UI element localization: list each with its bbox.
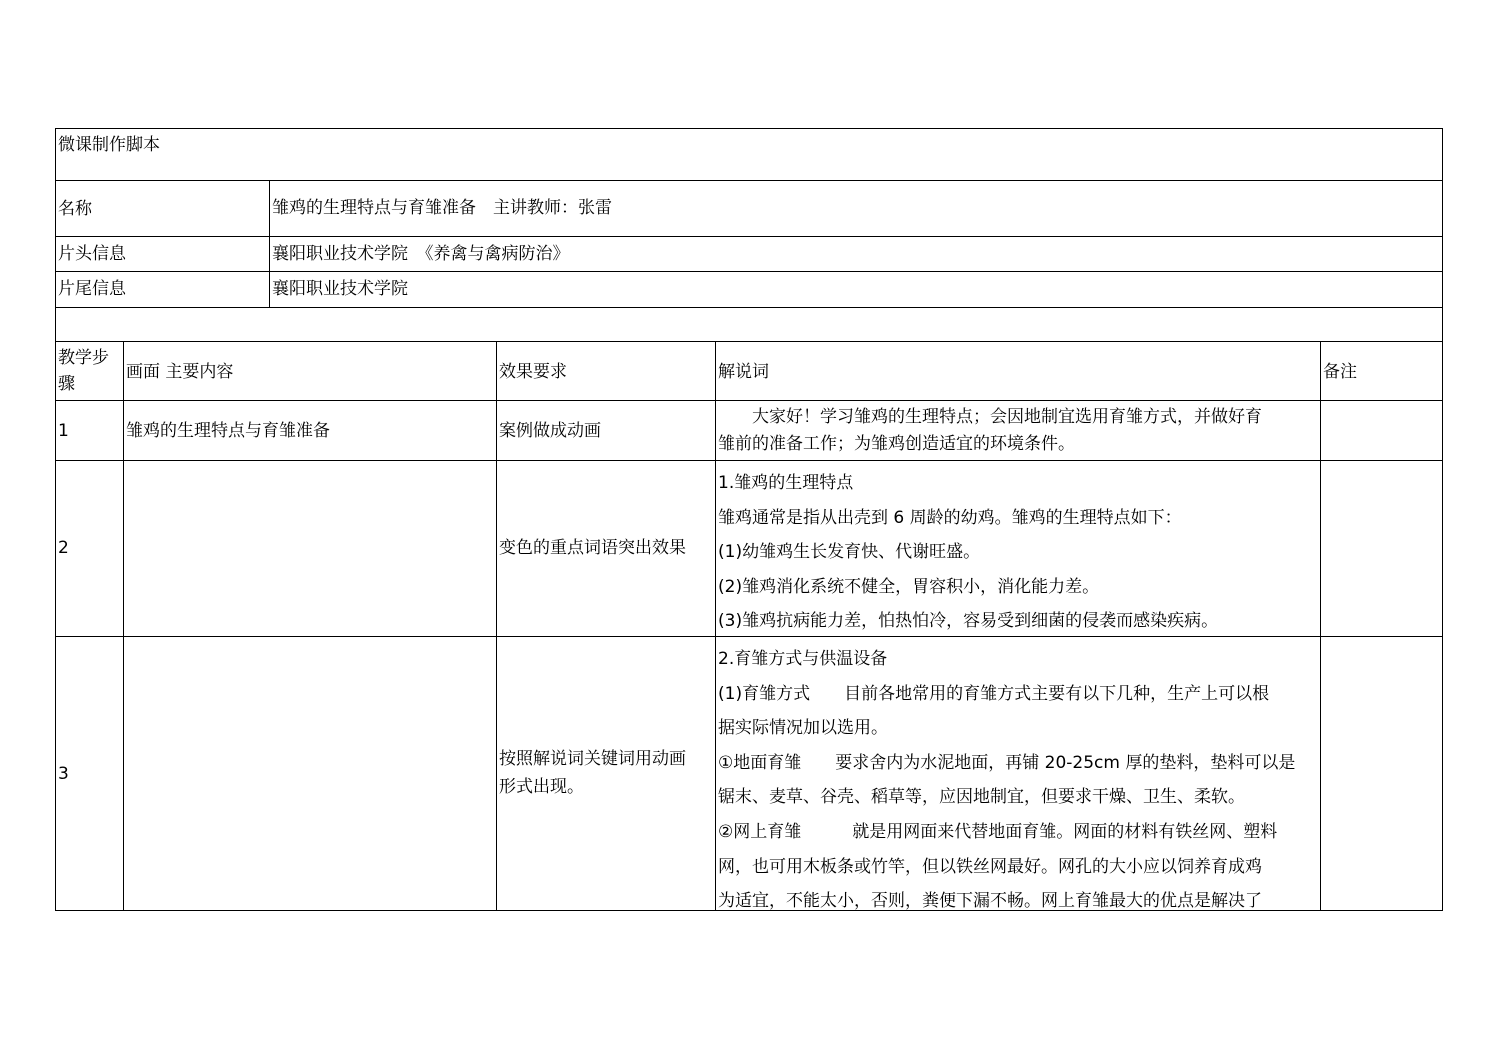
header-narration: 解说词 xyxy=(718,362,769,382)
row3-narration-line: (1)育雏方式 目前各地常用的育雏方式主要有以下几种，生产上可以根 xyxy=(718,683,1270,704)
row1-effect: 案例做成动画 xyxy=(499,421,601,441)
header-step-line2: 骤 xyxy=(58,374,75,394)
row1-narration-line2: 雏前的准备工作；为雏鸡创造适宜的环境条件。 xyxy=(718,434,1075,454)
header-content: 画面 主要内容 xyxy=(126,362,234,382)
row2-narration-line: 雏鸡通常是指从出壳到 6 周龄的幼鸡。雏鸡的生理特点如下： xyxy=(718,507,1182,528)
header-step-line1: 教学步 xyxy=(58,348,109,368)
header-effect: 效果要求 xyxy=(499,362,567,382)
rule-col-narration xyxy=(1320,341,1321,911)
row2-narration-line: 1.雏鸡的生理特点 xyxy=(718,473,854,493)
document-title: 微课制作脚本 xyxy=(58,135,160,155)
name-value: 雏鸡的生理特点与育雏准备 主讲教师：张雷 xyxy=(272,198,612,218)
rule-col-content xyxy=(496,341,497,911)
opening-label: 片头信息 xyxy=(58,244,126,264)
row2-step: 2 xyxy=(58,538,69,558)
rule-col-step xyxy=(123,341,124,911)
row2-narration-line: (2)雏鸡消化系统不健全，胃容积小，消化能力差。 xyxy=(718,576,1100,597)
row3-effect-line2: 形式出现。 xyxy=(499,777,584,797)
rule-header-bottom xyxy=(56,400,1443,401)
row3-narration-line: 2.育雏方式与供温设备 xyxy=(718,649,888,669)
row3-narration-line: 据实际情况加以选用。 xyxy=(718,718,888,739)
row3-narration xyxy=(718,642,1295,919)
row2-effect: 变色的重点词语突出效果 xyxy=(499,538,686,558)
row3-step: 3 xyxy=(58,764,69,784)
rule-ending-bottom xyxy=(56,307,1443,308)
row1-narration-line1: 大家好！学习雏鸡的生理特点；会因地制宜选用育雏方式，并做好育 xyxy=(718,407,1262,427)
rule-title-bottom xyxy=(56,180,1443,181)
row3-narration-line: ①地面育雏 要求舍内为水泥地面，再铺 20-25cm 厚的垫料，垫料可以是 xyxy=(718,752,1296,773)
row3-narration-line: 锯末、麦草、谷壳、稻草等，应因地制宜，但要求干燥、卫生、柔软。 xyxy=(718,787,1245,808)
row1-content: 雏鸡的生理特点与育雏准备 xyxy=(126,421,330,441)
row3-narration-line: 为适宜，不能太小，否则，粪便下漏不畅。网上育雏最大的优点是解决了 xyxy=(718,891,1262,912)
rule-opening-bottom xyxy=(56,271,1443,272)
rule-blank-bottom xyxy=(56,341,1443,342)
row3-narration-line: 网，也可用木板条或竹竿，但以铁丝网最好。网孔的大小应以饲养育成鸡 xyxy=(718,856,1262,877)
row3-narration-line: ②网上育雏 就是用网面来代替地面育雏。网面的材料有铁丝网、塑料 xyxy=(718,821,1278,842)
rule-col-effect xyxy=(715,341,716,911)
row2-narration-line: (1)幼雏鸡生长发育快、代谢旺盛。 xyxy=(718,542,981,563)
row2-narration xyxy=(718,466,1218,639)
name-label: 名称 xyxy=(58,199,92,219)
row3-effect-line1: 按照解说词关键词用动画 xyxy=(499,749,686,769)
rule-meta-divider xyxy=(269,180,270,307)
rule-name-bottom xyxy=(56,236,1443,237)
rule-row1-bottom xyxy=(56,460,1443,461)
row1-step: 1 xyxy=(58,421,69,441)
row2-narration-line: (3)雏鸡抗病能力差，怕热怕冷，容易受到细菌的侵袭而感染疾病。 xyxy=(718,611,1219,632)
opening-value: 襄阳职业技术学院 《养禽与禽病防治》 xyxy=(272,244,570,264)
ending-label: 片尾信息 xyxy=(58,279,126,299)
ending-value: 襄阳职业技术学院 xyxy=(272,279,408,299)
script-table xyxy=(55,128,1443,911)
header-notes: 备注 xyxy=(1323,362,1357,382)
